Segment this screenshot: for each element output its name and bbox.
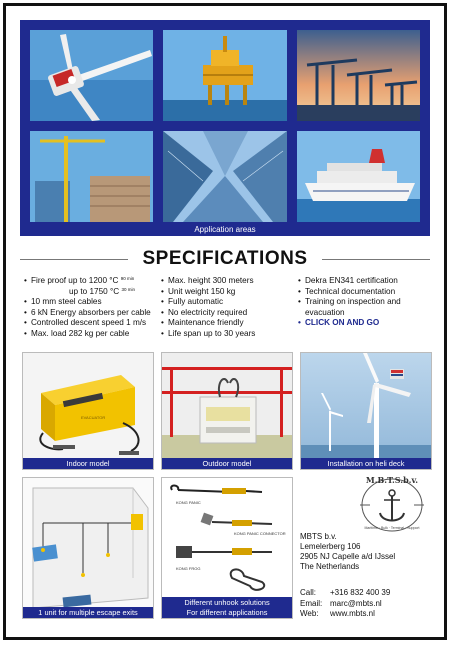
- spec-column-1: [24, 276, 159, 340]
- spec-item: • Maintenance friendly: [161, 318, 291, 329]
- contact-web: [300, 609, 390, 620]
- spec-item: • Training on inspection and: [298, 297, 433, 308]
- unhook-label: KONG PANIC CONNECTOR: [234, 531, 286, 536]
- offshore-wind-illustration: [301, 353, 431, 469]
- spec-item: • Dekra EN341 certification: [298, 276, 433, 287]
- cruise-ship-photo: [297, 131, 420, 222]
- spec-fire-2: up to 1750 °C: [69, 286, 120, 296]
- spec-column-2: [161, 276, 291, 340]
- spec-fire-1-duration: 90 min: [120, 276, 135, 281]
- specifications-heading: [20, 248, 430, 270]
- email-value[interactable]: marc@mbts.nl: [330, 598, 382, 608]
- spec-item-continuation: evacuation: [305, 307, 345, 317]
- logo-ring-text: Maritime · Bulk · Terminal · Support: [364, 526, 420, 530]
- call-label: Call:: [300, 588, 317, 597]
- offshore-platform-photo: [163, 30, 287, 121]
- mbts-logo: [352, 475, 432, 533]
- city: 2905 NJ Capelle a/d IJssel: [300, 552, 396, 561]
- spec-item: • 10 mm steel cables: [24, 297, 159, 308]
- spec-item: • Controlled descent speed 1 m/s: [24, 318, 159, 329]
- spec-item: • Max. load 282 kg per cable: [24, 329, 159, 340]
- spec-item: • Technical documentation: [298, 287, 433, 298]
- spec-fire-proof: [24, 276, 159, 287]
- spec-item: • Life span up to 30 years: [161, 329, 291, 340]
- heli-deck-panel: [300, 352, 432, 470]
- company-name: MBTS b.v.: [300, 532, 337, 541]
- indoor-model-panel: [22, 352, 154, 470]
- spec-fire-1: Fire proof up to 1200 °C: [31, 276, 119, 285]
- spec-fire-2-duration: 30 min: [121, 286, 135, 292]
- unhook-label: KONG FROG: [176, 566, 201, 571]
- logo-text: M.B.T.S.b.v.: [365, 475, 419, 485]
- street: Lemelerberg 106: [300, 542, 361, 551]
- spec-fire-proof-2: [24, 287, 159, 298]
- contact-call: [300, 588, 390, 599]
- web-value[interactable]: www.mbts.nl: [330, 609, 375, 618]
- unhook-caption-line-1: Different unhook solutions: [184, 598, 270, 607]
- web-label: Web:: [300, 609, 319, 618]
- escape-exits-illustration: [23, 478, 153, 618]
- unhook-caption: [162, 597, 292, 618]
- contact-email: [300, 599, 390, 610]
- skyscrapers-photo: [163, 131, 287, 222]
- spec-item: • 6 kN Energy absorbers per cable: [24, 308, 159, 319]
- address-block: [300, 532, 395, 572]
- application-areas-caption: Application areas: [194, 225, 256, 234]
- country: The Netherlands: [300, 562, 360, 571]
- application-areas: [20, 20, 430, 236]
- specifications-title: SPECIFICATIONS: [142, 248, 308, 269]
- escape-exits-panel: [22, 477, 154, 619]
- unhook-label: KONG PANIC: [176, 500, 201, 505]
- construction-crane-photo: [30, 131, 153, 222]
- outdoor-model-caption: Outdoor model: [162, 458, 292, 469]
- click-on-and-go-link[interactable]: • CLICK ON AND GO: [298, 318, 433, 329]
- escape-exits-caption: 1 unit for multiple escape exits: [23, 607, 153, 618]
- wind-turbine-nacelle-photo: [30, 30, 153, 121]
- spec-item: • Max. height 300 meters: [161, 276, 291, 287]
- heli-deck-caption: Installation on heli deck: [301, 458, 431, 469]
- spec-column-3: [298, 276, 433, 329]
- outdoor-model-panel: [161, 352, 293, 470]
- spec-item: • Unit weight 150 kg: [161, 287, 291, 298]
- unhook-caption-line-2: For different applications: [186, 607, 268, 617]
- harbour-cranes-photo: [297, 30, 420, 121]
- email-label: Email:: [300, 598, 323, 608]
- outdoor-device-illustration: [162, 353, 292, 469]
- contact-block: [300, 588, 390, 620]
- spec-item: • Fully automatic: [161, 297, 291, 308]
- indoor-device-illustration: [23, 353, 153, 469]
- device-label: EVACUATOR: [81, 415, 106, 420]
- unhook-solutions-panel: [161, 477, 293, 619]
- spec-item: • No electricity required: [161, 308, 291, 319]
- call-value[interactable]: +316 832 400 39: [330, 588, 391, 597]
- indoor-model-caption: Indoor model: [23, 458, 153, 469]
